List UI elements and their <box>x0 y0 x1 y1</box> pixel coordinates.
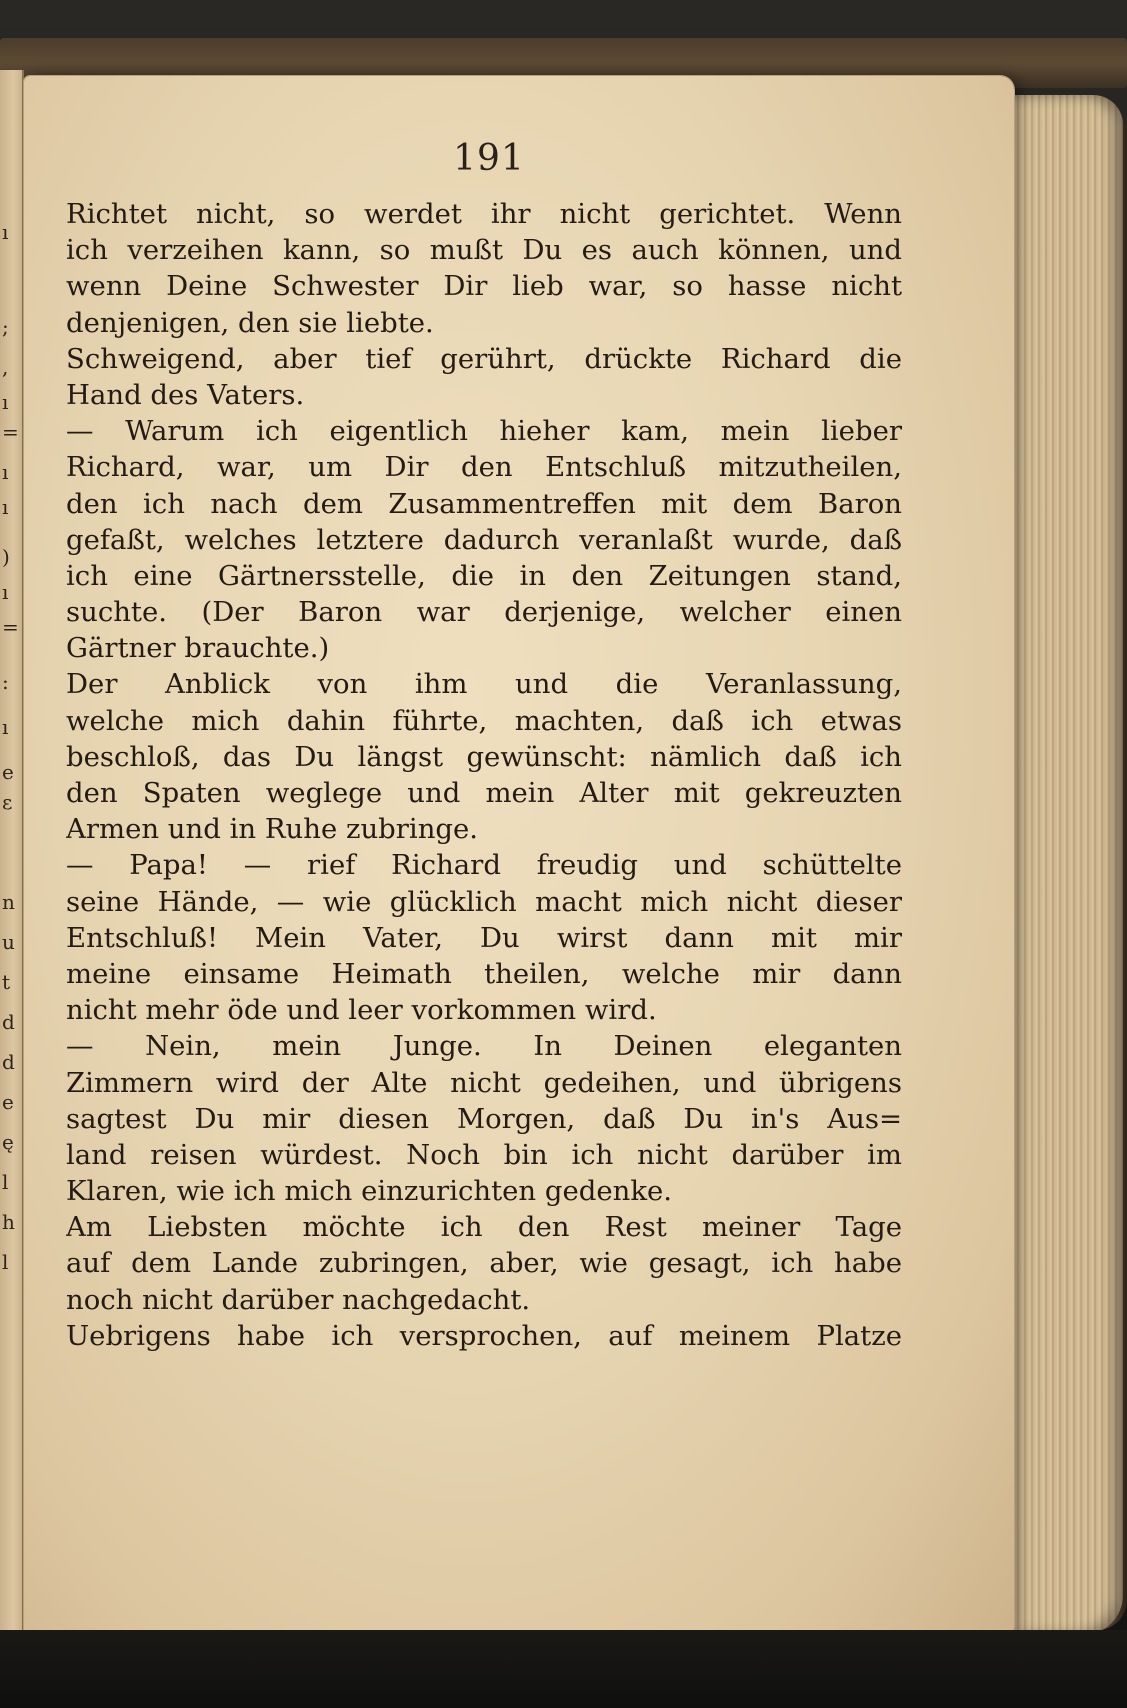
page-text <box>66 196 902 1354</box>
text-line: welche mich dahin führte, machten, daß ich etwas <box>66 704 902 737</box>
edge-glyph: ε <box>2 790 13 814</box>
text-line: sagtest Du mir diesen Morgen, daß Du in's Aus= <box>66 1102 902 1135</box>
edge-glyph: ı <box>2 495 9 519</box>
edge-glyph: ; <box>2 315 9 339</box>
text-line: Der Anblick von ihm und die Veranlassung, <box>66 668 902 701</box>
edge-glyph: h <box>2 1210 15 1234</box>
edge-glyph: ı <box>2 220 9 244</box>
edge-glyph: u <box>2 930 15 954</box>
text-line: Uebrigens habe ich versprochen, auf meinem Platze <box>66 1319 902 1352</box>
edge-glyph: l <box>2 1250 9 1274</box>
page-number: 191 <box>453 138 525 179</box>
book-page <box>24 76 1014 1636</box>
text-line: beschloß, das Du längst gewünscht: nämlich daß ich <box>66 740 902 773</box>
text-line: denjenigen, den sie liebte. <box>66 306 434 339</box>
text-line: wenn Deine Schwester Dir lieb war, so hasse nicht <box>66 270 902 303</box>
text-line: auf dem Lande zubringen, aber, wie gesagt, ich habe <box>66 1247 902 1280</box>
edge-glyph: , <box>2 355 9 379</box>
edge-glyph: : <box>2 670 9 694</box>
edge-glyph: ı <box>2 390 9 414</box>
text-line: Richtet nicht, so werdet ihr nicht gerichtet. Wenn <box>66 198 902 230</box>
text-line: ich eine Gärtnersstelle, die in den Zeitungen stand, <box>66 559 902 592</box>
edge-glyph: d <box>2 1010 15 1034</box>
text-line: Am Liebsten möchte ich den Rest meiner Tage <box>66 1211 902 1244</box>
text-line: Entschluß! Mein Vater, Du wirst dann mit mir <box>66 921 902 954</box>
text-line: Armen und in Ruhe zubringe. <box>66 813 479 846</box>
edge-glyph: d <box>2 1050 15 1074</box>
text-line: — Nein, mein Junge. In Deinen eleganten <box>66 1030 902 1063</box>
text-line: noch nicht darüber nachgedacht. <box>66 1283 531 1316</box>
text-line: land reisen würdest. Noch bin ich nicht darüber im <box>66 1138 902 1171</box>
previous-page-edge <box>0 70 24 1630</box>
text-line: Zimmern wird der Alte nicht gedeihen, und übrigens <box>66 1066 902 1099</box>
edge-glyph: = <box>2 420 19 444</box>
edge-glyph: = <box>2 615 19 639</box>
text-line: Gärtner brauchte.) <box>66 632 330 665</box>
edge-glyph: e <box>2 760 14 784</box>
text-line: suchte. (Der Baron war derjenige, welcher einen <box>66 596 902 629</box>
edge-glyph: ı <box>2 580 9 604</box>
text-line: Hand des Vaters. <box>66 378 305 411</box>
text-line: — Warum ich eigentlich hieher kam, mein lieber <box>66 415 902 448</box>
text-line: — Papa! — rief Richard freudig und schüttelte <box>66 849 902 882</box>
edge-glyph: e <box>2 1090 14 1114</box>
text-line: nicht mehr öde und leer vorkommen wird. <box>66 994 657 1027</box>
text-line: den ich nach dem Zusammentreffen mit dem Baron <box>66 487 902 520</box>
edge-glyph: ı <box>2 460 9 484</box>
text-line: Klaren, wie ich mich einzurichten gedenke. <box>66 1175 673 1208</box>
edge-glyph: ę <box>2 1130 14 1154</box>
edge-glyph: n <box>2 890 15 914</box>
text-line: gefaßt, welches letztere dadurch veranlaßt wurde, daß <box>66 523 902 556</box>
text-line: Schweigend, aber tief gerührt, drückte Richard die <box>66 342 902 375</box>
edge-glyph: ı <box>2 715 9 739</box>
text-line: Richard, war, um Dir den Entschluß mitzutheilen, <box>66 451 902 484</box>
text-line: seine Hände, — wie glücklich macht mich nicht dieser <box>66 885 902 918</box>
text-line: meine einsame Heimath theilen, welche mir dann <box>66 957 902 990</box>
edge-glyph: l <box>2 1170 9 1194</box>
text-line: ich verzeihen kann, so mußt Du es auch können, und <box>66 234 902 267</box>
table-surface <box>0 1630 1127 1708</box>
text-line: den Spaten weglege und mein Alter mit gekreuzten <box>66 777 902 809</box>
edge-glyph: t <box>2 970 11 994</box>
edge-glyph: ) <box>2 545 10 569</box>
